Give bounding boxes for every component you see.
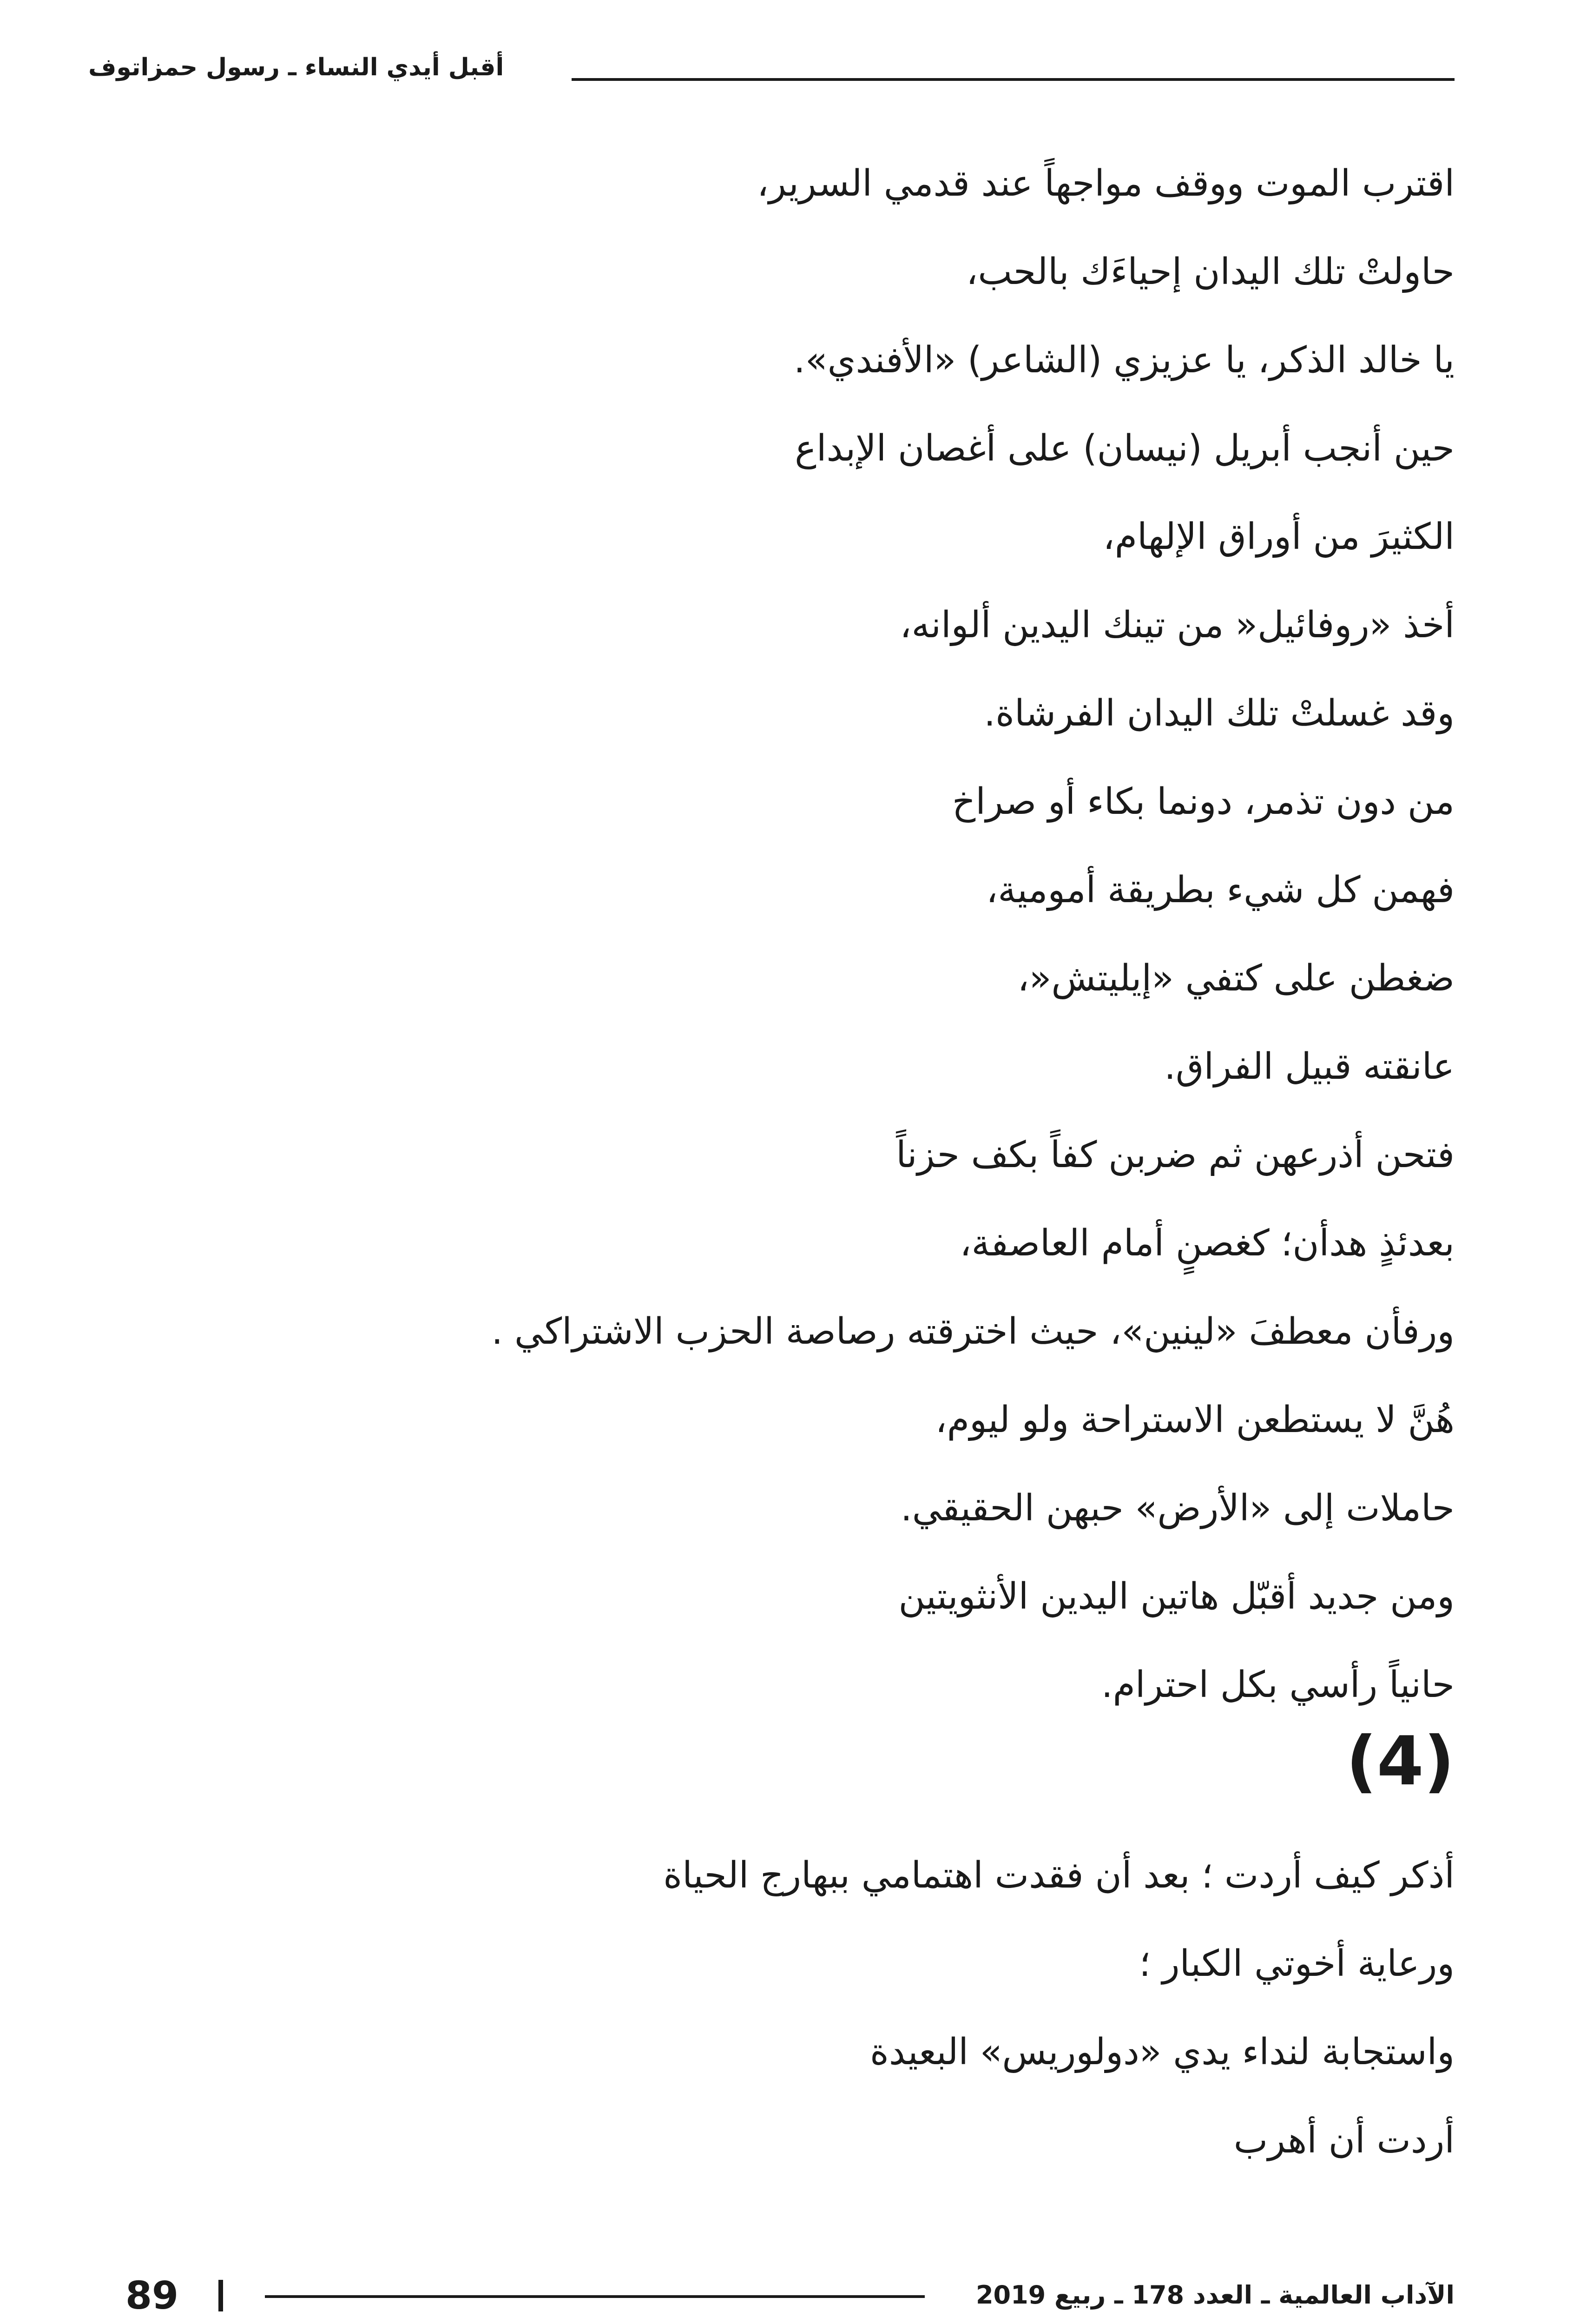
- poem-line: حاولتْ تلك اليدان إحياءَك بالحب،: [966, 251, 1455, 293]
- page-number: 89: [125, 2274, 179, 2318]
- footer-rule: [265, 2295, 925, 2298]
- poem-line: حين أنجب أبريل (نيسان) على أغصان الإبداع: [795, 428, 1455, 469]
- poem-line: ورفأن معطفَ «لينين»، حيث اخترقته رصاصة الحزب الاشتراكي .: [491, 1311, 1455, 1353]
- poem-line: بعدئذٍ هدأن؛ كغصنٍ أمام العاصفة،: [960, 1222, 1455, 1264]
- poem-line: من دون تذمر، دونما بكاء أو صراخ: [952, 781, 1455, 823]
- running-header: [0, 0, 1580, 121]
- poem-line: أخذ «روفائيل« من تينك اليدين ألوانه،: [900, 604, 1455, 646]
- poem-line: اقترب الموت ووقف مواجهاً عند قدمي السرير،: [757, 163, 1455, 205]
- poem-line: فهمن كل شيء بطريقة أمومية،: [986, 869, 1455, 911]
- poem-body: [107, 139, 1455, 1729]
- header-rule: [572, 78, 1455, 81]
- poem-line: وقد غسلتْ تلك اليدان الفرشاة.: [984, 693, 1455, 734]
- poem-line: أردت أن أهرب: [1233, 2119, 1455, 2161]
- journal-info: الآداب العالمية ـ العدد 178 ـ ربيع 2019: [975, 2280, 1455, 2310]
- poem-line: حانياً رأسي بكل احترام.: [1101, 1664, 1455, 1706]
- poem-line: الكثيرَ من أوراق الإلهام،: [1103, 516, 1455, 558]
- poem-line: ضغطن على كتفي «إيليتش«،: [1017, 957, 1455, 999]
- poem-line: عانقته قبيل الفراق.: [1164, 1046, 1455, 1088]
- poem-line: ومن جديد أقبّل هاتين اليدين الأنثويتين: [898, 1576, 1455, 1618]
- poem-line: فتحن أذرعهن ثم ضربن كفاً بكف حزناً: [896, 1134, 1455, 1176]
- poem-line: واستجابة لنداء يدي «دولوريس» البعيدة: [869, 2031, 1455, 2073]
- running-title: أقبل أيدي النساء ـ رسول حمزاتوف: [88, 53, 504, 81]
- poem-line: أذكر كيف أردت ؛ بعد أن فقدت اهتمامي ببهارج الحياة: [663, 1855, 1455, 1896]
- poem-line: يا خالد الذكر، يا عزيزي (الشاعر) «الأفندي».: [794, 339, 1455, 381]
- section-heading: (4): [1346, 1722, 1455, 1801]
- page-number-separator: [218, 2280, 223, 2311]
- section-body: [107, 1831, 1455, 2185]
- poem-line: حاملات إلى «الأرض» حبهن الحقيقي.: [900, 1487, 1455, 1529]
- poem-line: هُنَّ لا يستطعن الاستراحة ولو ليوم،: [935, 1399, 1455, 1441]
- page-footer: [0, 2254, 1580, 2324]
- poem-line: ورعاية أخوتي الكبار ؛: [1139, 1943, 1455, 1985]
